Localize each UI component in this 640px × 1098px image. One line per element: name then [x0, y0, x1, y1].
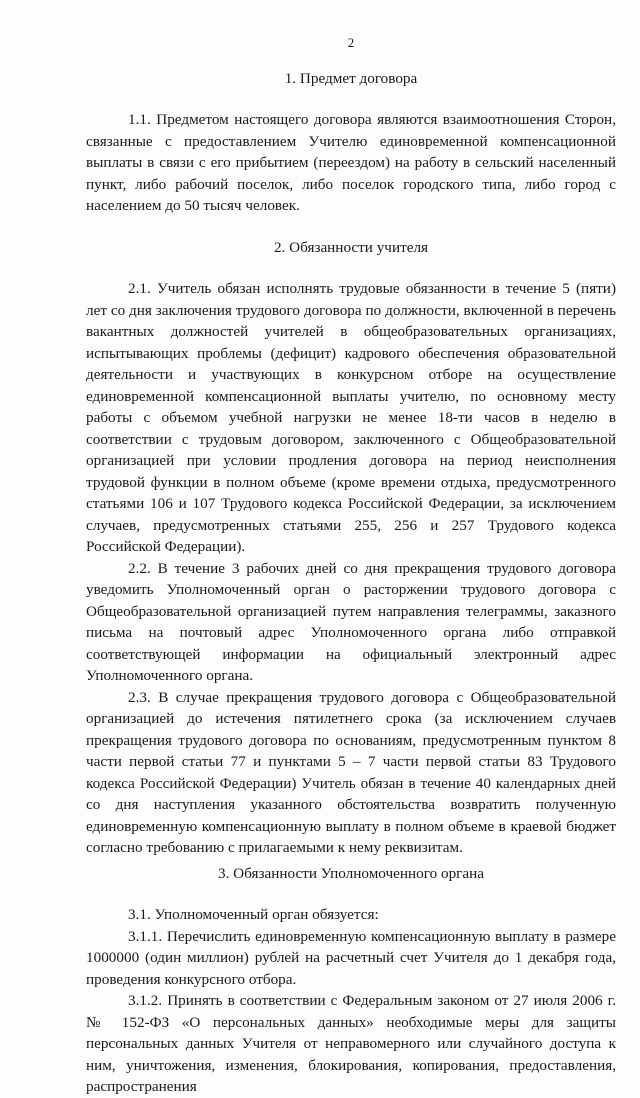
paragraph-3-1-1: 3.1.1. Перечислить единовременную компенсационную выплату в размере 1000000 (один миллион) рублей на расчетный счет Учителя до 1 декабря года, проведения конкурсного отбора.: [86, 927, 616, 988]
paragraph-2-1: 2.1. Учитель обязан исполнять трудовые обязанности в течение 5 (пяти) лет со дня заключения трудового договора по должности, включенной в перечень вакантных должностей учителей в общеобразовательных организациях, испытывающих проблемы (дефицит) кадрового обеспечения образовательной деятельности и участвующих в конкурсном отборе на осуществление единовременной компенсационной выплаты учителю, по основному месту работы с объемом учебной нагрузки не менее 18-ти часов в неделю в соответствии с трудовым договором, заключенного с Общеобразовательной организацией при условии продления договора на период неисполнения трудовой функции в полном объеме (кроме времени отдыха, предусмотренного статьями 106 и 107 Трудового кодекса Российской Федерации, за исключением случаев, предусмотренных статьями 255, 256 и 257 Трудового кодекса Российской Федерации).: [86, 280, 616, 555]
page-number: 2: [347, 35, 355, 50]
paragraph-2-3: 2.3. В случае прекращения трудового договора с Общеобразовательной организацией до истечения пятилетнего срока (за исключением случаев прекращения трудового договора по основаниям, предусмотренным пунктом 8 части первой статьи 77 и пунктами 5 – 7 части первой статьи 83 Трудового кодекса Российской Федерации) Учитель обязан в течение 40 календарных дней со дня наступления указанного обстоятельства возвратить полученную единовременную компенсационную выплату в полном объеме в краевой бюджет согласно требованию с прилагаемыми к нему реквизитам.: [86, 688, 616, 856]
section-1-heading: 1. Предмет договора: [284, 69, 418, 87]
paragraph-2-2: 2.2. В течение 3 рабочих дней со дня прекращения трудового договора уведомить Уполномоченный орган о расторжении трудового договора с Общеобразовательной организацией путем направления телеграммы, заказного письма на почтовый адрес Уполномоченного органа либо отправкой соответствующей информации на официальный электронный адрес Уполномоченного органа.: [86, 559, 616, 684]
section-2-heading: 2. Обязанности учителя: [273, 238, 429, 256]
paragraph-1-1: 1.1. Предметом настоящего договора являются взаимоотношения Сторон, связанные с предоставлением Учителю единовременной компенсационной выплаты в связи с его прибытием (переездом) на работу в сельский населенный пункт, либо рабочий поселок, либо поселок городского типа, либо город с населением до 50 тысяч человек.: [86, 111, 616, 214]
document-page: [86, 32, 616, 1098]
paragraph-3-1-2: 3.1.2. Принять в соответствии с Федеральным законом от 27 июля 2006 г. № 152-ФЗ «О персональных данных» необходимые меры для защиты персональных данных Учителя от неправомерного или случайного доступа к ним, уничтожения, изменения, блокирования, копирования, предоставления, распространения: [86, 992, 616, 1095]
paragraph-3-1: 3.1. Уполномоченный орган обязуется:: [128, 906, 379, 923]
section-3-heading: 3. Обязанности Уполномоченного органа: [217, 864, 485, 882]
